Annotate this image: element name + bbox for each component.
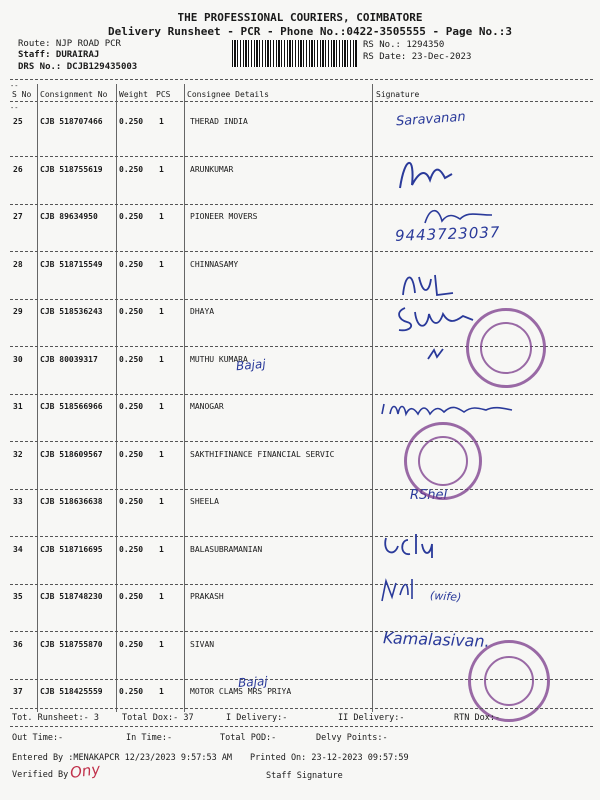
row-consignee: SHEELA [190, 497, 219, 506]
bajaj-note-37: Bajaj [237, 673, 269, 691]
row-consignee: ARUNKUMAR [190, 165, 234, 174]
phone-note-27: 9443723037 [394, 223, 501, 245]
row-separator [10, 489, 593, 490]
col-signature-header: Signature [376, 90, 420, 99]
row-sno: 34 [13, 545, 23, 554]
row-consignment: CJB 518715549 [40, 260, 103, 269]
row-pcs: 1 [159, 402, 164, 411]
row-consignment: CJB 518566966 [40, 402, 103, 411]
column-divider [184, 84, 185, 712]
row-consignee: BALASUBRAMANIAN [190, 545, 263, 554]
row-separator [10, 584, 593, 585]
row-pcs: 1 [159, 117, 164, 126]
row-pcs: 1 [159, 307, 164, 316]
row-separator [10, 394, 593, 395]
row-sno: 33 [13, 497, 23, 506]
row-consignee: MOTOR CLAMS MRS PRIYA [190, 687, 292, 696]
row-weight: 0.250 [119, 687, 144, 696]
row-pcs: 1 [159, 450, 164, 459]
verified-by-label: Verified By [12, 770, 69, 780]
bajaj-note-30: Bajaj [235, 356, 267, 374]
footer-top-rule [10, 708, 593, 709]
row-consignee: MANOGAR [190, 402, 224, 411]
row-sno: 35 [13, 592, 23, 601]
row-consignment: CJB 518636638 [40, 497, 103, 506]
row-pcs: 1 [159, 640, 164, 649]
row-weight: 0.250 [119, 212, 144, 221]
row-consignee: SAKTHIFINANCE FINANCIAL SERVIC [190, 450, 335, 459]
column-divider [37, 84, 38, 712]
col-weight-header: Weight [119, 90, 148, 99]
drs-number: DRS No.: DCJB129435003 [18, 62, 138, 72]
row-separator [10, 536, 593, 537]
row-sno: 29 [13, 307, 23, 316]
runsheet-subtitle: Delivery Runsheet - PCR - Phone No.:0422-3505555 - Page No.:3 [108, 25, 512, 38]
row-pcs: 1 [159, 260, 164, 269]
row-weight: 0.250 [119, 640, 144, 649]
row-weight: 0.250 [119, 260, 144, 269]
row-sno: 37 [13, 687, 23, 696]
row-weight: 0.250 [119, 450, 144, 459]
staff-text: Staff: DURAIRAJ [18, 50, 100, 60]
signature-25: Saravanan [395, 109, 467, 130]
col-sno-header: S No [12, 90, 32, 99]
row-pcs: 1 [159, 212, 164, 221]
i-delivery: I Delivery:- [226, 713, 288, 723]
signature-28 [395, 265, 465, 300]
rs-date: RS Date: 23-Dec-2023 [363, 52, 472, 62]
row-consignment: CJB 518755619 [40, 165, 103, 174]
signature-33: RShel [410, 488, 448, 503]
row-weight: 0.250 [119, 355, 144, 364]
col-pcs-header: PCS [156, 90, 171, 99]
row-weight: 0.250 [119, 165, 144, 174]
initial-mark-30 [425, 345, 447, 363]
row-pcs: 1 [159, 687, 164, 696]
row-consignment: CJB 89634950 [40, 212, 98, 221]
row-separator [10, 156, 593, 157]
row-consignee: MUTHU KUMARA [190, 355, 248, 364]
route-text: Route: NJP ROAD PCR [18, 39, 121, 49]
column-divider [372, 84, 373, 712]
row-consignee: DHAYA [190, 307, 215, 316]
row-sno: 36 [13, 640, 23, 649]
delvy-points: Delvy Points:- [316, 733, 388, 743]
company-seal-inner [480, 322, 532, 374]
row-sno: 26 [13, 165, 23, 174]
row-pcs: 1 [159, 592, 164, 601]
total-pod: Total POD:- [220, 733, 277, 743]
total-dox: Total Dox:- 37 [122, 713, 194, 723]
signature-34 [380, 530, 460, 560]
row-consignment: CJB 80039317 [40, 355, 98, 364]
column-divider [116, 84, 117, 712]
entered-by: Entered By :MENAKAPCR 12/23/2023 9:57:53 AM [12, 753, 233, 763]
row-sno: 28 [13, 260, 23, 269]
signature-36: Kamalasivan. [382, 628, 490, 651]
col-consignee-header: Consignee Details [187, 90, 269, 99]
signature-26 [390, 150, 470, 195]
row-pcs: 1 [159, 355, 164, 364]
row-sno: 31 [13, 402, 23, 411]
row-sno: 27 [13, 212, 23, 221]
signature-31 [378, 398, 538, 420]
signature-35 [378, 575, 418, 605]
rtn-dox: RTN Dox:- [454, 713, 501, 723]
row-weight: 0.250 [119, 545, 144, 554]
finance-seal-inner [418, 436, 468, 486]
row-consignment: CJB 518755870 [40, 640, 103, 649]
in-time: In Time:- [126, 733, 173, 743]
dash-mark: -- [10, 82, 19, 90]
tot-runsheet: Tot. Runsheet:- 3 [12, 713, 99, 723]
row-pcs: 1 [159, 165, 164, 174]
row-consignment: CJB 518707466 [40, 117, 103, 126]
out-time: Out Time:- [12, 733, 64, 743]
verified-signature: Ony [68, 759, 102, 783]
row-weight: 0.250 [119, 592, 144, 601]
row-separator [10, 441, 593, 442]
wife-note-35: (wife) [429, 588, 462, 605]
ii-delivery: II Delivery:- [338, 713, 405, 723]
row-weight: 0.250 [119, 117, 144, 126]
row-consignee: PIONEER MOVERS [190, 212, 258, 221]
printed-on: Printed On: 23-12-2023 09:57:59 [250, 753, 409, 763]
row-sno: 30 [13, 355, 23, 364]
row-consignment: CJB 518425559 [40, 687, 103, 696]
insurance-seal-inner [484, 656, 534, 706]
row-sno: 25 [13, 117, 23, 126]
row-weight: 0.250 [119, 497, 144, 506]
row-separator [10, 251, 593, 252]
barcode-image [232, 40, 357, 67]
row-consignment: CJB 518716695 [40, 545, 103, 554]
row-separator [10, 726, 593, 727]
company-title: THE PROFESSIONAL COURIERS, COIMBATORE [177, 11, 423, 24]
col-consignment-header: Consignment No [40, 90, 108, 99]
header-top-rule [10, 79, 593, 80]
row-consignee: PRAKASH [190, 592, 224, 601]
row-separator [10, 204, 593, 205]
row-separator [10, 299, 593, 300]
row-weight: 0.250 [119, 402, 144, 411]
staff-signature-label: Staff Signature [266, 771, 343, 781]
dash-mark: -- [10, 104, 19, 112]
row-consignment: CJB 518748230 [40, 592, 103, 601]
row-consignment: CJB 518609567 [40, 450, 103, 459]
row-sno: 32 [13, 450, 23, 459]
row-separator [10, 631, 593, 632]
header-bottom-rule [10, 101, 593, 102]
row-consignee: THERAD INDIA [190, 117, 248, 126]
row-consignee: SIVAN [190, 640, 215, 649]
row-pcs: 1 [159, 497, 164, 506]
row-consignee: CHINNASAMY [190, 260, 239, 269]
row-pcs: 1 [159, 545, 164, 554]
row-weight: 0.250 [119, 307, 144, 316]
rs-number: RS No.: 1294350 [363, 40, 445, 50]
row-consignment: CJB 518536243 [40, 307, 103, 316]
